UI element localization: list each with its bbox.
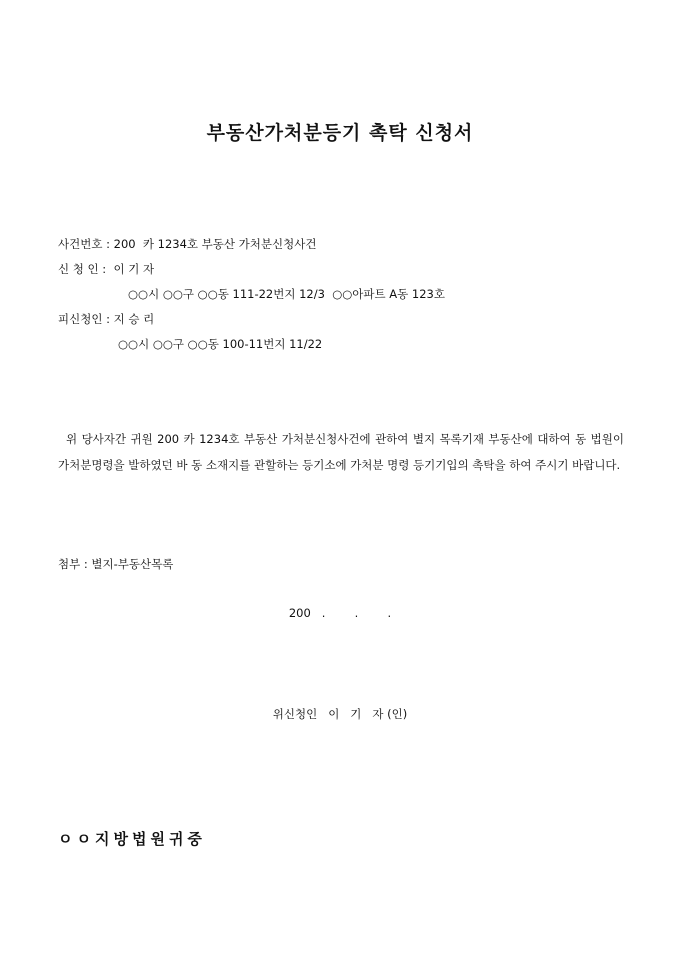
- applicant: 신 청 인 : 이 기 자: [58, 262, 155, 276]
- date-line: 200 . . .: [288, 606, 392, 620]
- request-body: 위 당사자간 귀원 200 카 1234호 부동산 가처분신청사건에 관하여 별지 목록기재 부동산에 대하여 동 법원이 가처분명령을 발하였던 바 동 소재지를 관할하는 등기소에 가처분 명령 등기기입의 촉탁을 하여 주시기 바랍니다.: [58, 432, 624, 472]
- document-title: 부동산가처분등기 촉탁 신청서: [206, 122, 474, 144]
- respondent-address: ○○시 ○○구 ○○동 100-11번지 11/22: [118, 337, 323, 351]
- court-addressee: ㅇㅇ지방법원귀중: [58, 830, 206, 848]
- respondent: 피신청인 : 지 승 리: [58, 312, 155, 326]
- attachment-line: 첨부 : 별지-부동산목록: [58, 557, 174, 571]
- signature-line: 위신청인 이 기 자 (인): [272, 707, 408, 721]
- case-number: 사건번호 : 200 카 1234호 부동산 가처분신청사건: [58, 237, 317, 251]
- applicant-address: ○○시 ○○구 ○○동 111-22번지 12/3 ○○아파트 A동 123호: [128, 287, 445, 301]
